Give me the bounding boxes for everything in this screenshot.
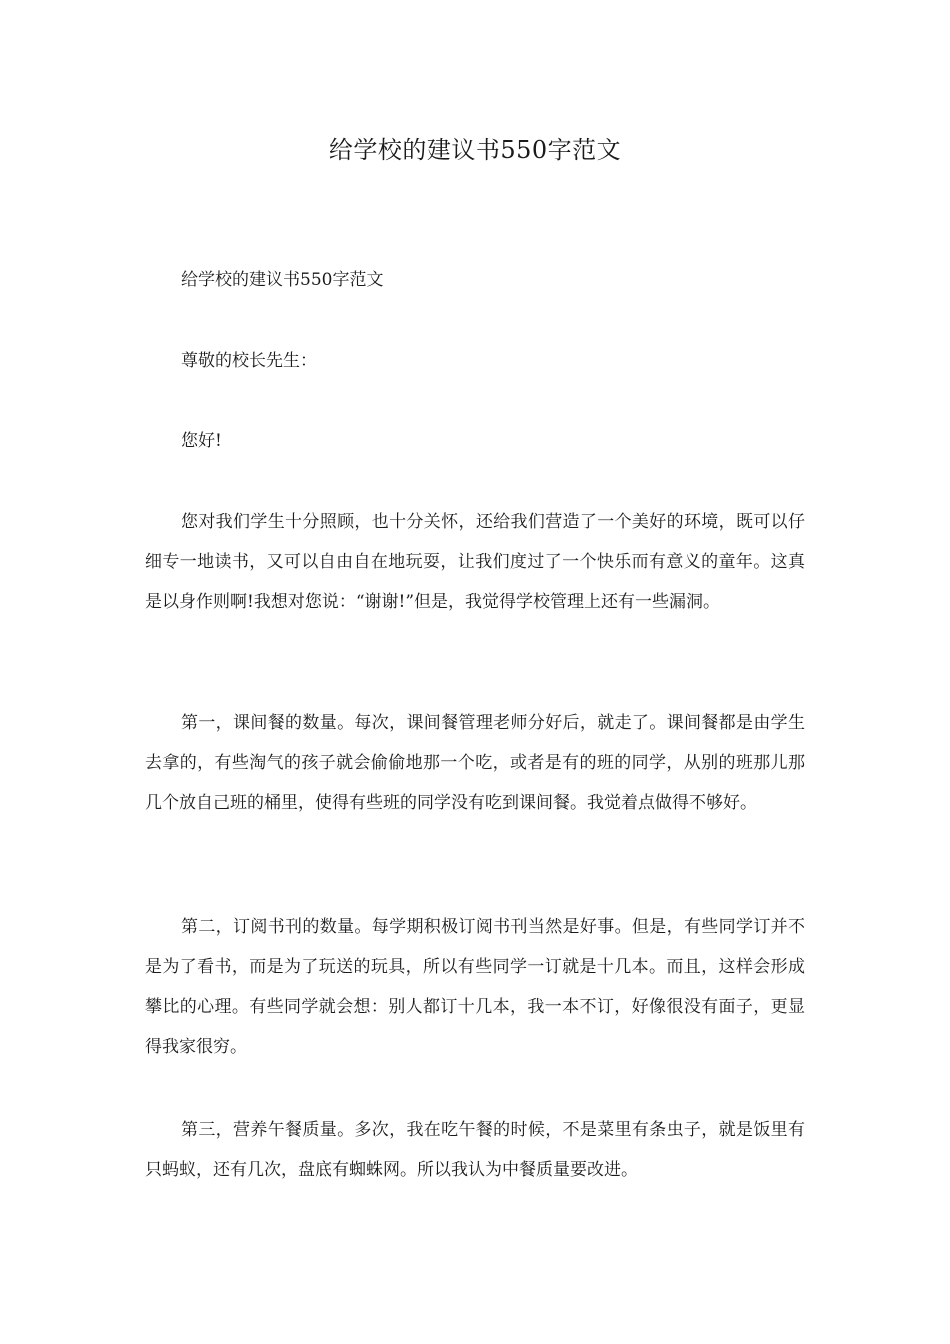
second-point-paragraph: 第二，订阅书刊的数量。每学期积极订阅书刊当然是好事。但是，有些同学订并不是为了看书，而是为了玩送的玩具，所以有些同学一订就是十几本。而且，这样会形成攀比的心理。有些同学就会想：别人都订十几本，我一本不订，好像很没有面子，更显得我家很穷。 — [145, 917, 805, 1057]
subtitle-paragraph: 给学校的建议书550字范文 — [181, 270, 384, 290]
first-point-paragraph: 第一，课间餐的数量。每次，课间餐管理老师分好后，就走了。课间餐都是由学生去拿的，有些淘气的孩子就会偷偷地那一个吃，或者是有的班的同学，从别的班那儿那几个放自己班的桶里，使得有些班的同学没有吃到课间餐。我觉着点做得不够好。 — [145, 713, 805, 813]
salutation-paragraph: 尊敬的校长先生： — [181, 351, 317, 371]
page-title: 给学校的建议书550字范文 — [328, 136, 622, 164]
greeting-paragraph: 您好! — [181, 431, 222, 451]
intro-paragraph: 您对我们学生十分照顾，也十分关怀，还给我们营造了一个美好的环境，既可以仔细专一地读书，又可以自由自在地玩耍，让我们度过了一个快乐而有意义的童年。这真是以身作则啊!我想对您说：“谢谢!”但是，我觉得学校管理上还有一些漏洞。 — [145, 512, 805, 612]
third-point-paragraph: 第三，营养午餐质量。多次，我在吃午餐的时候，不是菜里有条虫子，就是饭里有只蚂蚁，还有几次，盘底有蜘蛛网。所以我认为中餐质量要改进。 — [145, 1120, 805, 1180]
